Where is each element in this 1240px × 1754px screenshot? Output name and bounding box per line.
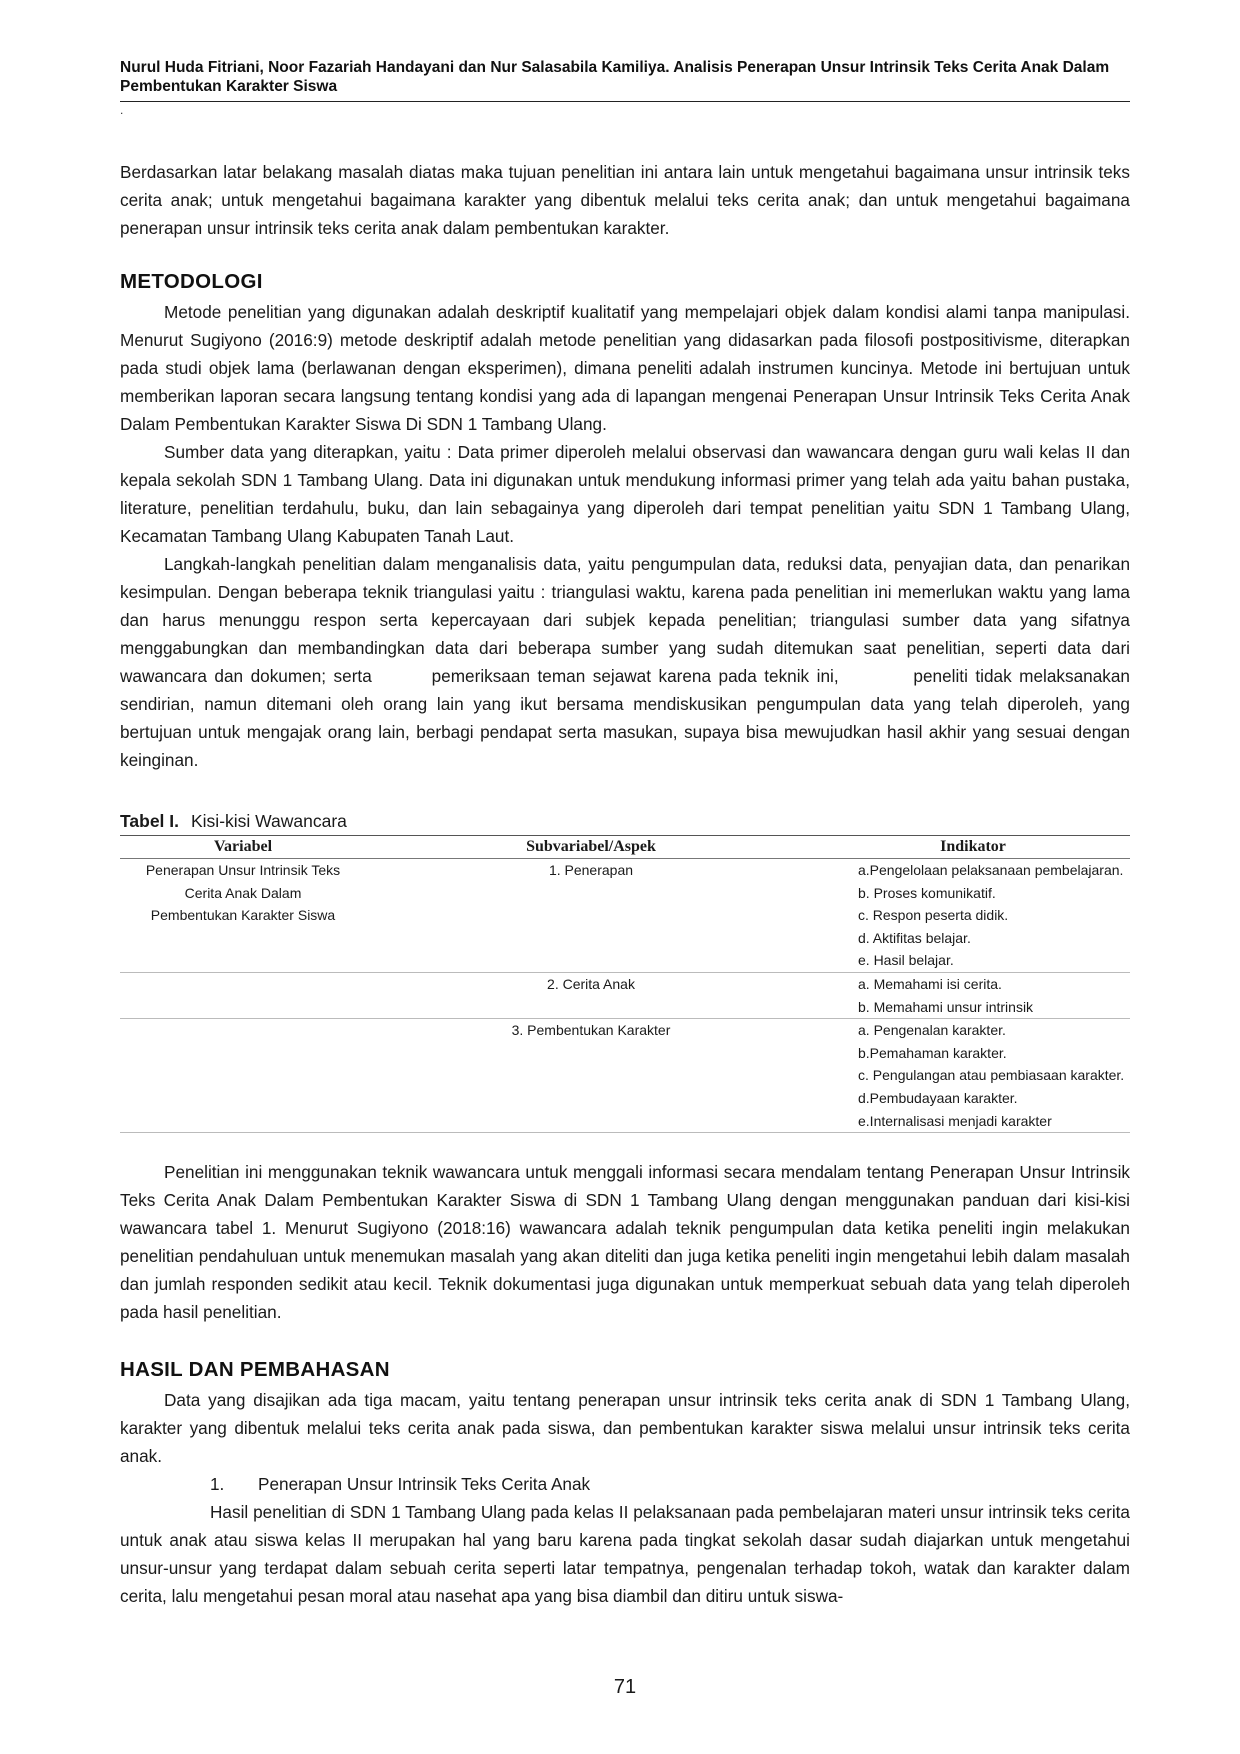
header-variabel: Variabel (120, 836, 366, 859)
indikator-item: c. Pengulangan atau pembiasaan karakter. (858, 1067, 1125, 1084)
indikator-item: b. Memahami unsur intrinsik (858, 998, 1034, 1015)
subsection-body (120, 1498, 1130, 1610)
table-title: Kisi-kisi Wawancara (191, 811, 347, 831)
header-subvariabel: Subvariabel/Aspek (366, 836, 816, 859)
metodologi-paragraph-3: Langkah-langkah penelitian dalam menganalisis data, yaitu pengumpulan data, reduksi data, penyajian data, dan penarikan kesimpulan. Dengan beberapa teknik triangulasi yaitu : triangulasi waktu, karena pada penelitian ini memerlukan waktu yang lama dan harus menunggu respon serta kepercayaan dari subjek kepada penelitian; triangulasi sumber data yang sifatnya menggabungkan dan membandingkan data dari beberapa sumber yang sudah ditemukan saat penelitian, seperti data dari wawancara dan dokumen; serta pemeriksaan teman sejawat karena pada teknik ini, peneliti tidak melaksanakan sendirian, namun ditemani oleh orang lain yang ikut bersama mendiskusikan pengumpulan data yang telah diperoleh, yang bertujuan untuk mengajak orang lain, berbagi pendapat serta masukan, supaya bisa mewujudkan hasil akhir yang sesuai dengan keinginan. (120, 554, 1135, 770)
indikator-cell (816, 859, 1130, 973)
table-row (120, 972, 1130, 1018)
page-number: 71 (613, 1676, 637, 1698)
intro-section (120, 158, 1130, 242)
indikator-item: a. Memahami isi cerita. (858, 975, 1002, 992)
subsection-paragraph: Hasil penelitian di SDN 1 Tambang Ulang pada kelas II pelaksanaan pada pembelajaran materi unsur intrinsik teks cerita untuk anak atau siswa kelas II merupakan hal yang baru karena pada tingkat sekolah dasar sudah diajarkan untuk mengetahui unsur-unsur yang terdapat dalam sebuah cerita seperti latar tempatnya, pengenalan terhadap tokoh, watak dan karakter dalam cerita, lalu mengetahui pesan moral atau nasehat apa yang bisa diambil dan ditiru untuk siswa- (120, 1502, 1130, 1606)
subsection-heading (120, 1470, 1130, 1498)
metodologi-paragraph-1: Metode penelitian yang digunakan adalah deskriptif kualitatif yang mempelajari objek dalam kondisi alami tanpa manipulasi. Menurut Sugiyono (2016:9) metode deskriptif adalah metode penelitian yang didasarkan pada filosofi postpositivisme, diterapkan pada studi objek lama (berlawanan dengan eksperimen), dimana peneliti adalah instrumen kuncinya. Metode ini bertujuan untuk memberikan laporan secara langsung tentang kondisi yang ada di lapangan mengenai Penerapan Unsur Intrinsik Teks Cerita Anak Dalam Pembentukan Karakter Siswa Di SDN 1 Tambang Ulang. (120, 302, 1130, 434)
running-header: Nurul Huda Fitriani, Noor Fazariah Handayani dan Nur Salasabila Kamiliya. Analisis Penerapan Unsur Intrinsik Teks Cerita Anak Dalam Pembentukan Karakter Siswa (120, 59, 1110, 95)
table-label: Tabel I. (120, 811, 179, 831)
variabel-line: Pembentukan Karakter Siswa (150, 907, 336, 924)
after-table-section (120, 1158, 1130, 1326)
indikator-item: a.Pengelolaan pelaksanaan pembelajaran. (858, 862, 1124, 878)
indikator-item: e.Internalisasi menjadi karakter (858, 1112, 1052, 1129)
metodologi-heading: METODOLOGI (120, 270, 263, 293)
variabel-line: Penerapan Unsur Intrinsik Teks (145, 862, 341, 878)
after-table-paragraph: Penelitian ini menggunakan teknik wawancara untuk menggali informasi secara mendalam tentang Penerapan Unsur Intrinsik Teks Cerita Anak Dalam Pembentukan Karakter Siswa di SDN 1 Tambang Ulang dengan menggunakan panduan dari kisi-kisi wawancara tabel 1. Menurut Sugiyono (2018:16) wawancara adalah teknik pengumpulan data ketika peneliti ingin melakukan penelitian pendahuluan untuk menemukan masalah yang akan diteliti dan juga ketika peneliti ingin mengetahui lebih dalam masalah dan jumlah responden sedikit atau kecil. Teknik dokumentasi juga digunakan untuk memperkuat sebuah data yang telah diperoleh pada hasil penelitian. (120, 1162, 1130, 1322)
intro-paragraph: Berdasarkan latar belakang masalah diatas maka tujuan penelitian ini antara lain untuk mengetahui bagaimana unsur intrinsik teks cerita anak; untuk mengetahui bagaimana karakter yang dibentuk melalui teks cerita anak; dan untuk mengetahui bagaimana penerapan unsur intrinsik teks cerita anak dalam pembentukan karakter. (120, 162, 1130, 238)
indikator-cell (816, 1019, 1130, 1133)
table-row (120, 859, 1130, 973)
indikator-item: d.Pembudayaan karakter. (858, 1089, 1018, 1106)
indikator-item: e. Hasil belajar. (858, 952, 954, 969)
variabel-line: Cerita Anak Dalam (184, 884, 302, 901)
variabel-cell (120, 1019, 366, 1133)
aspek-cell: 2. Cerita Anak (366, 972, 816, 1018)
indikator-item: b.Pemahaman karakter. (858, 1044, 1007, 1061)
aspek-cell: 3. Pembentukan Karakter (366, 1019, 816, 1133)
indikator-item: a. Pengenalan karakter. (858, 1022, 1006, 1039)
table-header-row (120, 836, 1130, 859)
hasil-section (120, 1386, 1130, 1470)
variabel-cell (120, 859, 366, 973)
indikator-item: d. Aktifitas belajar. (858, 929, 971, 946)
indikator-cell (816, 972, 1130, 1018)
subsection-title: Penerapan Unsur Intrinsik Teks Cerita Anak (258, 1474, 591, 1494)
subsection-number: 1. (210, 1474, 225, 1494)
metodologi-paragraph-2: Sumber data yang diterapkan, yaitu : Data primer diperoleh melalui observasi dan wawancara dengan guru wali kelas II dan kepala sekolah SDN 1 Tambang Ulang. Data ini digunakan untuk mendukung informasi primer yang telah ada yaitu bahan pustaka, literature, penelitian terdahulu, buku, dan lain sebagainya yang diperoleh dari tempat penelitian yaitu SDN 1 Tambang Ulang, Kecamatan Tambang Ulang Kabupaten Tanah Laut. (120, 442, 1130, 546)
metodologi-section (120, 298, 1135, 774)
table-caption (120, 810, 347, 832)
kisi-kisi-table (120, 835, 1130, 1133)
header-indikator: Indikator (816, 836, 1130, 859)
indikator-item: b. Proses komunikatif. (858, 884, 996, 901)
aspek-cell: 1. Penerapan (366, 859, 816, 973)
hasil-paragraph: Data yang disajikan ada tiga macam, yaitu tentang penerapan unsur intrinsik teks cerita anak di SDN 1 Tambang Ulang, karakter yang dibentuk melalui teks cerita anak pada siswa, dan pembentukan karakter siswa melalui unsur intrinsik teks cerita anak. (120, 1390, 1130, 1466)
header-dot: . (120, 103, 124, 117)
indikator-item: c. Respon peserta didik. (858, 907, 1009, 924)
table-row (120, 1019, 1130, 1133)
hasil-heading: HASIL DAN PEMBAHASAN (120, 1358, 390, 1381)
header-rule (120, 101, 1130, 102)
variabel-cell (120, 972, 366, 1018)
